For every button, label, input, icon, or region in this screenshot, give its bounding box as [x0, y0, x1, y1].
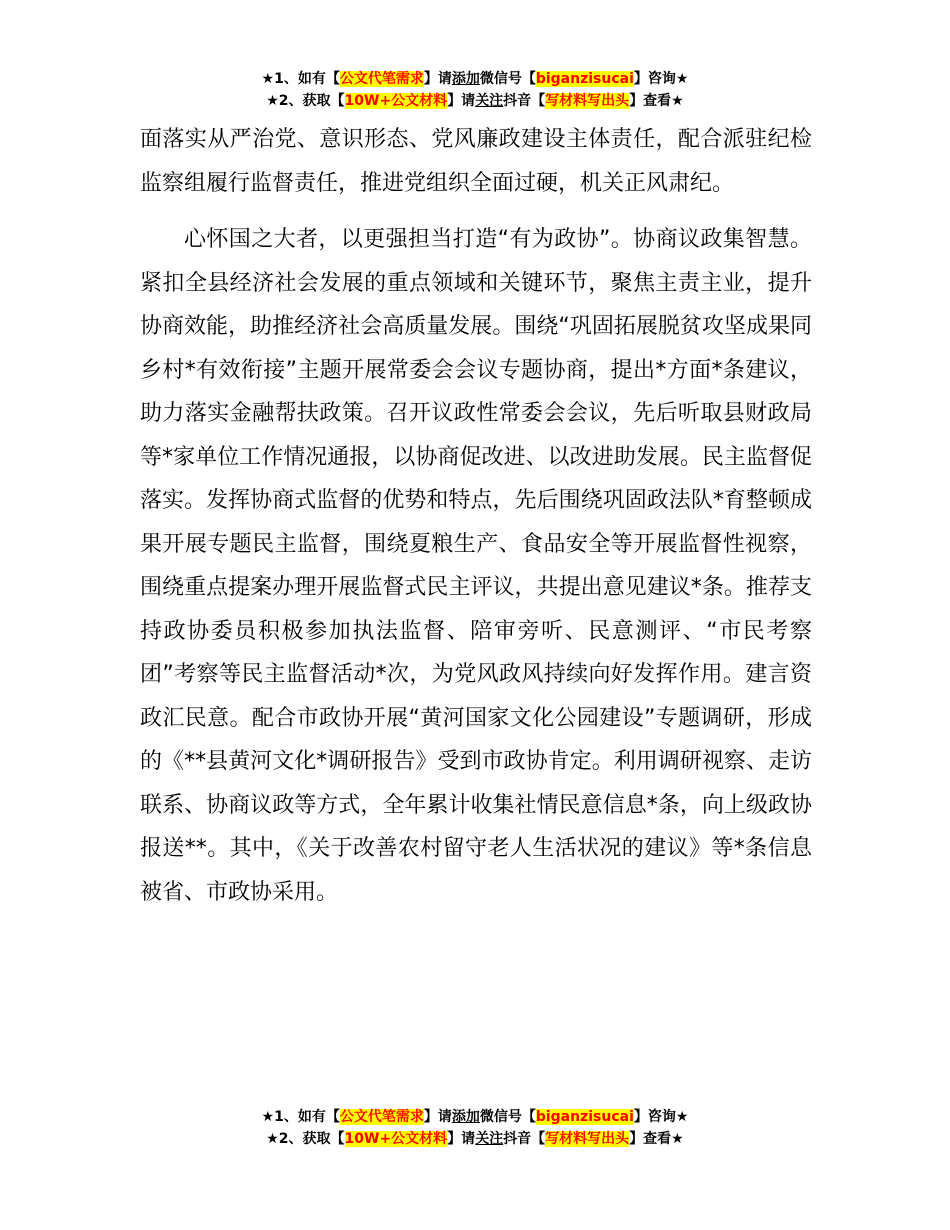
banner-text: 】查看★ [629, 1131, 684, 1147]
footer-banner [0, 1106, 950, 1150]
banner-wechat-id: biganzisucai [535, 1109, 634, 1125]
banner-text: 】咨询★ [633, 1109, 689, 1125]
banner-wechat-id: biganzisucai [535, 71, 634, 87]
banner-highlight: 10W+公文材料 [344, 1131, 448, 1147]
banner-highlight: 公文代笔需求 [339, 1109, 424, 1125]
paragraph: 心怀国之大者，以更强担当打造“有为政协”。协商议政集智慧。紧扣全县经济社会发展的重点领域和关键环节，聚焦主责主业，提升协商效能，助推经济社会高质量发展。围绕“巩固拓展脱贫攻坚成果同乡村*有效衔接”主题开展常委会会议专题协商，提出*方面*条建议，助力落实金融帮扶政策。召开议政性常委会会议，先后听取县财政局等*家单位工作情况通报，以协商促改进、以改进助发展。民主监督促落实。发挥协商式监督的优势和特点，先后围绕巩固政法队*育整顿成果开展专题民主监督，围绕夏粮生产、食品安全等开展监督性视察，围绕重点提案办理开展监督式民主评议，共提出意见建议*条。推荐支持政协委员积极参加执法监督、陪审旁听、民意测评、“市民考察团”考察等民主监督活动*次，为党风政风持续向好发挥作用。建言资政汇民意。配合市政协开展“黄河国家文化公园建设”专题调研，形成的《**县黄河文化*调研报告》受到市政协肯定。利用调研视察、走访联系、协商议政等方式，全年累计收集社情民意信息*条，向上级政协报送**。其中，《关于改善农村留守老人生活状况的建议》等*条信息被省、市政协采用。 [140, 227, 812, 905]
banner-douyin-account: 写材料写出头 [545, 93, 630, 109]
banner-douyin-account: 写材料写出头 [545, 1131, 630, 1147]
banner-text: ★2、获取【 [266, 93, 345, 109]
banner-text: ★1、如有【 [261, 1109, 340, 1125]
banner-line-2 [0, 90, 950, 112]
banner-highlight: 公文代笔需求 [339, 71, 424, 87]
banner-text: 】请 [423, 1109, 452, 1125]
banner-text: 抖音【 [503, 93, 546, 109]
header-banner [0, 68, 950, 112]
banner-text: 微信号【 [479, 71, 536, 87]
paragraph: 面落实从严治党、意识形态、党风廉政建设主体责任，配合派驻纪检监察组履行监督责任，推进党组织全面过硬，机关正风肃纪。 [140, 127, 812, 196]
banner-line-1 [0, 68, 950, 90]
banner-text: 】请 [447, 93, 476, 109]
banner-text: ★1、如有【 [261, 71, 340, 87]
banner-text: 】咨询★ [633, 71, 689, 87]
banner-underlined-text: 添加 [451, 71, 480, 87]
banner-text: 】请 [447, 1131, 476, 1147]
document-body [140, 118, 812, 914]
banner-text: 】查看★ [629, 93, 684, 109]
banner-line-1 [0, 1106, 950, 1128]
banner-text: ★2、获取【 [266, 1131, 345, 1147]
banner-underlined-text: 添加 [451, 1109, 480, 1125]
banner-line-2 [0, 1128, 950, 1150]
banner-highlight: 10W+公文材料 [344, 93, 448, 109]
banner-text: 】请 [423, 71, 452, 87]
banner-underlined-text: 关注 [475, 1131, 504, 1147]
banner-text: 抖音【 [503, 1131, 546, 1147]
banner-underlined-text: 关注 [475, 93, 504, 109]
banner-text: 微信号【 [479, 1109, 536, 1125]
